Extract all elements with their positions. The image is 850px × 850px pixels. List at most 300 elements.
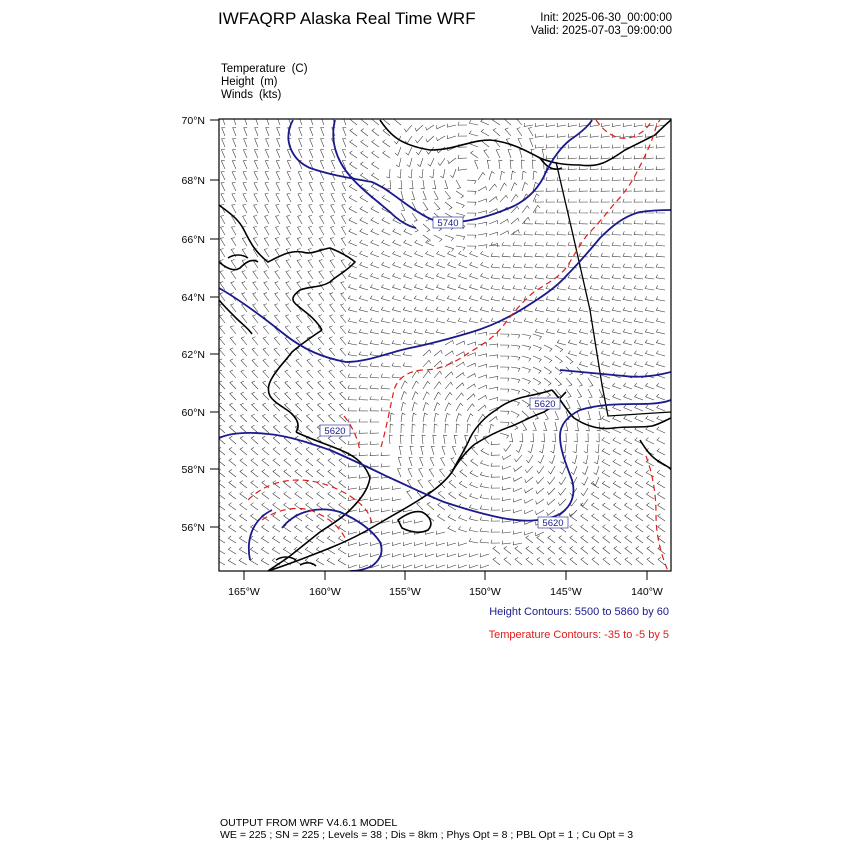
wind-barb (359, 296, 368, 301)
wind-barb (371, 273, 380, 279)
wind-barb (295, 492, 302, 499)
wind-barb (262, 447, 269, 455)
wind-barb (505, 128, 511, 136)
wind-barb (623, 362, 632, 368)
wind-barb (623, 296, 632, 301)
model-info (220, 817, 633, 841)
wind-barb (222, 128, 226, 137)
wind-barb (458, 553, 467, 557)
wind-barb (444, 180, 448, 189)
wind-barb (382, 565, 391, 569)
wind-barb (232, 227, 237, 236)
wind-barb (370, 374, 379, 378)
wind-barb (500, 195, 508, 202)
wind-barb (349, 251, 357, 257)
lat-label: 56°N (181, 522, 205, 534)
wind-barb (543, 422, 547, 431)
wind-barb (252, 348, 258, 356)
wind-barb (612, 145, 621, 148)
wind-barb (579, 340, 588, 345)
wind-barb (469, 516, 478, 521)
wind-barb (511, 195, 518, 203)
wind-barb (381, 340, 390, 345)
wind-barb (370, 452, 379, 455)
wind-barb (525, 477, 533, 483)
wind-barb (557, 307, 566, 312)
wind-barb (297, 271, 302, 279)
wind-barb (309, 194, 313, 203)
wind-barb (489, 184, 497, 191)
wind-barb (581, 499, 588, 506)
wind-barb (287, 150, 291, 159)
wind-barb (412, 371, 419, 379)
wind-barb (536, 510, 545, 515)
wind-barb (572, 455, 577, 464)
wind-barb (594, 466, 600, 475)
wind-barb (392, 553, 401, 557)
wind-barb (491, 296, 500, 301)
wind-barb (522, 422, 527, 431)
wind-barb (329, 370, 335, 378)
wind-barb (489, 417, 497, 423)
wind-barb (481, 273, 490, 279)
wind-barb (383, 151, 390, 158)
wind-barb (601, 307, 610, 312)
wind-barb (535, 221, 544, 225)
wind-barb (601, 296, 610, 301)
wind-barb (307, 381, 313, 389)
wind-barb (445, 351, 453, 356)
wind-barb (481, 262, 489, 268)
wind-barb (511, 171, 516, 180)
wind-barb (296, 348, 302, 356)
wind-barb (481, 251, 489, 257)
wind-barb (601, 166, 610, 169)
wind-barb (263, 348, 269, 356)
wind-barb (452, 447, 456, 456)
wind-barb (647, 547, 654, 555)
wind-barb (264, 271, 269, 279)
wind-barb (310, 117, 314, 126)
wind-barb (524, 231, 533, 235)
wind-barb (340, 370, 346, 378)
wind-barb (343, 139, 347, 148)
wind-barb (320, 194, 324, 203)
wind-barb (253, 282, 258, 290)
wind-barb (656, 296, 665, 301)
wind-barb (414, 318, 423, 323)
wind-barb (229, 414, 236, 422)
wind-barb (456, 341, 465, 345)
wind-barb (277, 139, 281, 148)
wind-barb (581, 514, 588, 521)
wind-barb (489, 344, 498, 347)
wind-barb (381, 385, 390, 389)
wind-barb (573, 444, 577, 453)
wind-barb (319, 271, 324, 279)
wind-barb (533, 422, 537, 431)
wind-barb (328, 459, 335, 467)
wind-barb (645, 264, 654, 268)
wind-barb (361, 151, 368, 158)
contour-label: 5740 (437, 218, 459, 229)
wind-barb (254, 216, 258, 225)
wind-barb (240, 425, 247, 433)
wind-barb (559, 488, 567, 495)
wind-barb (242, 282, 247, 290)
wind-barb (532, 160, 535, 169)
wind-barb (601, 123, 610, 127)
wind-barb (579, 156, 588, 159)
wind-barb (266, 139, 270, 148)
wind-barb (370, 352, 379, 356)
wind-barb (298, 205, 302, 214)
wind-barb (392, 542, 401, 546)
wind-barb (592, 525, 599, 532)
wind-barb (646, 383, 655, 389)
wind-barb (254, 172, 258, 181)
wind-barb (491, 496, 500, 499)
wind-barb (414, 340, 423, 345)
wind-barb (381, 497, 390, 500)
wind-barb (456, 331, 465, 335)
wind-barb (478, 364, 487, 368)
wind-barb (341, 282, 346, 290)
wind-barb (265, 194, 269, 203)
wind-barb (469, 527, 478, 532)
wind-barb (513, 231, 522, 235)
wind-barb (305, 547, 313, 554)
wind-barb (254, 205, 258, 214)
wind-barb (263, 359, 269, 367)
wind-barb (566, 356, 573, 364)
wind-barb (500, 219, 508, 224)
wind-barb (319, 304, 324, 312)
field-unit: (m) (260, 76, 278, 88)
wind-barb (331, 183, 335, 192)
wind-barb (348, 464, 357, 468)
wind-barb (285, 381, 291, 389)
wind-barb (647, 536, 654, 543)
wind-barb (546, 188, 555, 191)
wind-barb (381, 285, 390, 291)
wind-barb (348, 553, 357, 557)
wind-barb (330, 238, 335, 246)
wind-barb (598, 411, 601, 420)
wind-barb (634, 362, 643, 368)
wind-barb (602, 459, 610, 466)
wind-barb (467, 235, 476, 238)
wind-barb (502, 286, 511, 291)
wind-barb (361, 140, 368, 147)
wind-barb (412, 392, 418, 400)
wind-barb (272, 536, 280, 543)
wind-barb (306, 514, 313, 521)
longitude-axis (228, 571, 663, 598)
wind-barb (459, 526, 468, 532)
wind-barb (623, 351, 632, 356)
wind-barb (437, 273, 446, 279)
wind-barb (423, 360, 431, 367)
wind-barb (500, 231, 509, 235)
wind-barb (284, 447, 291, 455)
wind-barb (635, 492, 643, 499)
wind-barb (255, 139, 259, 148)
wind-barb (348, 340, 357, 345)
wind-barb (296, 381, 302, 389)
wind-barb (327, 558, 335, 565)
wind-barb (612, 177, 621, 180)
wind-barb (500, 411, 509, 415)
wind-barb (467, 374, 476, 378)
wind-barb (502, 242, 511, 246)
lon-label: 155°W (389, 586, 421, 598)
wind-barb (489, 366, 498, 369)
wind-barb (514, 466, 522, 471)
wind-barb (657, 449, 665, 456)
wind-barb (546, 134, 555, 138)
wind-barb (533, 334, 542, 340)
wind-barb (329, 403, 336, 411)
wind-barb (241, 359, 247, 367)
wind-barb (425, 542, 434, 546)
wind-barb (646, 470, 654, 477)
wind-barb (436, 329, 445, 334)
wind-barb (645, 296, 654, 301)
wind-barb (243, 216, 247, 225)
wind-barb (522, 182, 528, 191)
wind-barb (370, 363, 379, 367)
wind-barb (456, 191, 464, 198)
wind-barb (478, 354, 487, 358)
wind-barb (381, 318, 390, 323)
wind-barb (415, 136, 423, 143)
wind-barb (320, 183, 324, 192)
wind-barb (410, 446, 414, 455)
wind-barb (320, 205, 324, 214)
wind-barb (228, 536, 236, 543)
wind-barb (231, 282, 236, 290)
wind-barb (370, 396, 379, 400)
wind-barb (389, 435, 392, 444)
wind-barb (456, 373, 464, 378)
wind-barb (508, 150, 512, 159)
wind-barb (434, 413, 439, 422)
wind-barb (233, 128, 237, 137)
wind-barb (265, 183, 269, 192)
wind-barb (658, 503, 666, 510)
wind-barb (275, 282, 280, 290)
wind-barb (295, 459, 302, 467)
wind-barb (414, 296, 423, 301)
wind-barb (613, 416, 621, 422)
wind-barb (445, 246, 454, 252)
lat-label: 62°N (181, 349, 205, 361)
wind-barb (480, 553, 489, 557)
wind-barb (645, 242, 654, 246)
wind-barb (371, 229, 379, 235)
wind-barb (587, 411, 591, 420)
wind-barb (403, 553, 412, 557)
wind-barb (309, 205, 313, 214)
wind-barb (596, 433, 599, 442)
wind-barb (513, 275, 522, 279)
wind-barb (299, 128, 303, 137)
wind-barb (319, 238, 324, 246)
wind-barb (590, 156, 599, 159)
wind-barb (645, 199, 654, 202)
wind-barb (489, 197, 497, 202)
wind-barb (536, 532, 545, 536)
wind-barb (421, 180, 424, 189)
wind-barb (436, 542, 445, 546)
wind-barb (251, 514, 258, 521)
height-contour-5560 (219, 210, 671, 362)
wind-barb (393, 565, 402, 569)
wind-barb (535, 210, 544, 213)
wind-barb (240, 459, 247, 467)
wind-barb (404, 240, 412, 246)
wind-barb (656, 177, 665, 180)
wind-barb (511, 411, 519, 417)
wind-barb (370, 385, 379, 389)
wind-barb (426, 136, 434, 142)
wind-barb (656, 351, 665, 356)
wind-barb (251, 414, 258, 422)
wind-barb (613, 449, 621, 456)
wind-barb (533, 194, 539, 202)
wind-barb (478, 211, 487, 215)
wind-barb (647, 514, 654, 521)
wind-barb (558, 499, 566, 506)
wind-barb (253, 238, 258, 246)
wind-barb (295, 447, 302, 455)
wind-barb (276, 205, 280, 214)
wind-barb (398, 469, 402, 478)
wind-barb (500, 389, 509, 392)
wind-barb (349, 565, 358, 569)
wind-barb (467, 180, 476, 184)
wind-barb (625, 536, 632, 543)
wind-barb (230, 381, 236, 389)
wind-barb (656, 286, 665, 291)
wind-barb (348, 396, 357, 400)
wind-barb (330, 315, 336, 323)
wind-barb (297, 260, 302, 268)
wind-barb (414, 307, 423, 312)
wind-barb (399, 446, 403, 455)
wind-barb (535, 134, 544, 138)
wind-barb (594, 455, 599, 464)
wind-barb (645, 156, 654, 159)
wind-barb (489, 171, 495, 180)
wind-barb (276, 150, 280, 159)
wind-barb (511, 230, 519, 235)
wind-barb (360, 240, 368, 246)
wind-barb (645, 329, 654, 334)
wind-barb (448, 515, 456, 522)
wind-barb (582, 477, 588, 485)
wind-barb (285, 326, 291, 334)
wind-barb (359, 363, 368, 367)
wind-barb (328, 481, 335, 488)
wind-barb (478, 332, 487, 335)
wind-barb (381, 408, 390, 412)
wind-barb (229, 470, 236, 478)
wind-barb (241, 348, 247, 356)
wind-barb (590, 134, 599, 138)
wind-barb (613, 394, 621, 400)
wind-barb (601, 286, 610, 291)
wind-barb (502, 476, 511, 479)
wind-barb (392, 363, 401, 367)
wind-barb (487, 160, 490, 169)
wind-barb (634, 264, 643, 268)
wind-barb (568, 199, 577, 202)
contour-label: 5620 (324, 426, 346, 437)
wind-barb (287, 216, 291, 225)
wind-barb (636, 536, 643, 543)
wind-barb (298, 150, 302, 159)
wind-barb (359, 441, 368, 444)
wind-barb (529, 128, 534, 137)
wind-barb (254, 183, 258, 192)
wind-barb (459, 481, 467, 488)
wind-barb (275, 293, 280, 301)
wind-barb (480, 539, 489, 543)
wind-barb (232, 161, 236, 170)
wind-barb (559, 558, 566, 566)
wind-barb (559, 547, 566, 555)
wind-barb (284, 425, 291, 433)
wind-barb (657, 438, 665, 444)
wind-barb (579, 188, 588, 191)
wind-barb (348, 419, 357, 422)
wind-barb (602, 416, 610, 422)
wind-barb (601, 156, 610, 159)
wind-barb (298, 172, 302, 181)
wind-barb (538, 455, 544, 463)
wind-barb (603, 503, 611, 510)
wind-barb (481, 460, 490, 466)
wind-barb (645, 188, 654, 191)
wind-barb (440, 469, 446, 477)
wind-barb (403, 542, 412, 546)
wind-barb (370, 307, 379, 312)
wind-barb (243, 172, 247, 181)
wind-barb (348, 318, 357, 323)
field-name: Temperature (221, 63, 286, 75)
wind-barb (448, 262, 456, 268)
lat-label: 60°N (181, 407, 205, 419)
wind-barb (478, 187, 487, 192)
wind-barb (348, 542, 357, 546)
temperature-contour-b (596, 120, 652, 138)
wind-barb (251, 447, 258, 455)
wind-barb (239, 536, 247, 543)
wind-barb (348, 296, 357, 301)
wind-barb (306, 481, 313, 488)
wind-barb (568, 188, 577, 191)
wind-barb (546, 264, 555, 268)
wind-barb (533, 367, 541, 374)
wind-barb (229, 492, 236, 499)
wind-barb (509, 433, 513, 442)
se-alaska (640, 440, 671, 470)
wind-barb (229, 481, 236, 488)
wind-barb (328, 436, 335, 444)
wind-barb (296, 359, 302, 367)
